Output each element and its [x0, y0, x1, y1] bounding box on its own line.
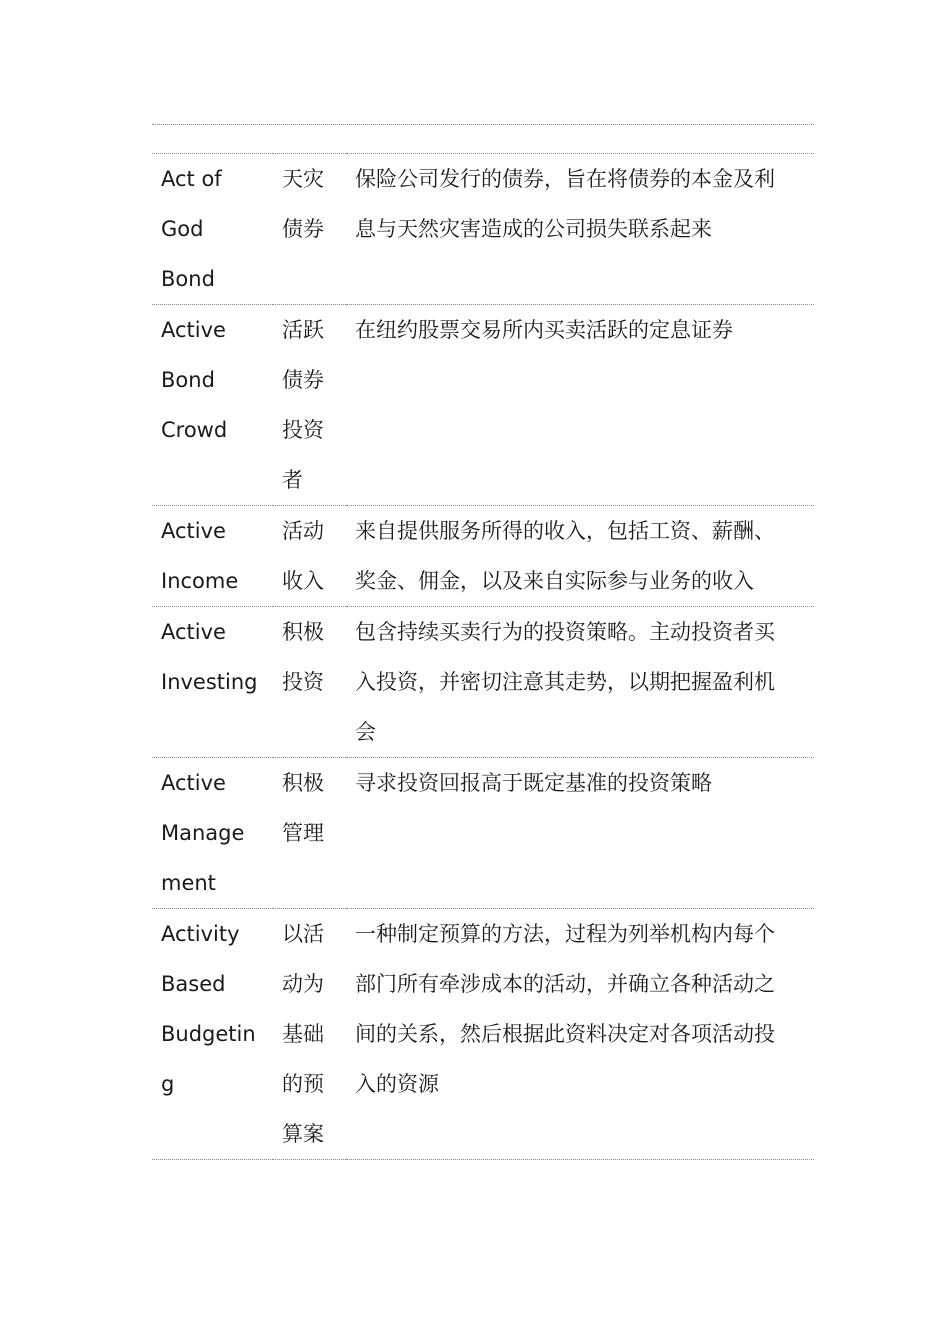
- term-cell: [152, 506, 273, 607]
- term-cell: [152, 305, 273, 506]
- definition-text: 包含持续买卖行为的投资策略。主动投资者买 入投资，并密切注意其走势，以期把握盈利机 会: [355, 620, 775, 744]
- chinese-term-cell: [273, 154, 346, 305]
- glossary-table: [152, 153, 814, 1160]
- term-text: Act of God Bond: [161, 167, 222, 291]
- definition-cell: [346, 506, 814, 607]
- table-row: [152, 758, 814, 909]
- definition-cell: [346, 305, 814, 506]
- chinese-term-cell: [273, 758, 346, 909]
- table-row: [152, 607, 814, 758]
- chinese-term-cell: [273, 305, 346, 506]
- chinese-term-cell: [273, 909, 346, 1160]
- chinese-term-text: 积极 管理: [282, 771, 324, 845]
- table-row: [152, 154, 814, 305]
- chinese-term-text: 以活 动为 基础 的预 算案: [282, 922, 324, 1146]
- term-text: Active Bond Crowd: [161, 318, 228, 442]
- definition-cell: [346, 909, 814, 1160]
- chinese-term-cell: [273, 506, 346, 607]
- definition-text: 寻求投资回报高于既定基准的投资策略: [355, 771, 712, 795]
- table-row: [152, 909, 814, 1160]
- term-text: Active Income: [161, 519, 239, 593]
- chinese-term-text: 活跃 债券 投资 者: [282, 318, 324, 492]
- term-text: Activity Based Budgetin g: [161, 922, 256, 1096]
- definition-text: 保险公司发行的债券，旨在将债券的本金及利 息与天然灾害造成的公司损失联系起来: [355, 167, 775, 241]
- definition-text: 一种制定预算的方法，过程为列举机构内每个 部门所有牵涉成本的活动，并确立各种活动之 间的关系，然后根据此资料决定对各项活动投 入的资源: [355, 922, 775, 1096]
- header-spacer: [152, 125, 814, 153]
- definition-cell: [346, 154, 814, 305]
- chinese-term-text: 天灾 债券: [282, 167, 324, 241]
- term-cell: [152, 758, 273, 909]
- chinese-term-cell: [273, 607, 346, 758]
- definition-cell: [346, 758, 814, 909]
- definition-cell: [346, 607, 814, 758]
- term-cell: [152, 154, 273, 305]
- table-row: [152, 506, 814, 607]
- chinese-term-text: 活动 收入: [282, 519, 324, 593]
- definition-text: 在纽约股票交易所内买卖活跃的定息证券: [355, 318, 733, 342]
- definition-text: 来自提供服务所得的收入，包括工资、薪酬、 奖金、佣金，以及来自实际参与业务的收入: [355, 519, 775, 593]
- chinese-term-text: 积极 投资: [282, 620, 324, 694]
- term-cell: [152, 909, 273, 1160]
- glossary-page: [152, 124, 814, 1160]
- term-text: Active Manage ment: [161, 771, 245, 895]
- table-row: [152, 305, 814, 506]
- term-cell: [152, 607, 273, 758]
- term-text: Active Investing: [161, 620, 258, 694]
